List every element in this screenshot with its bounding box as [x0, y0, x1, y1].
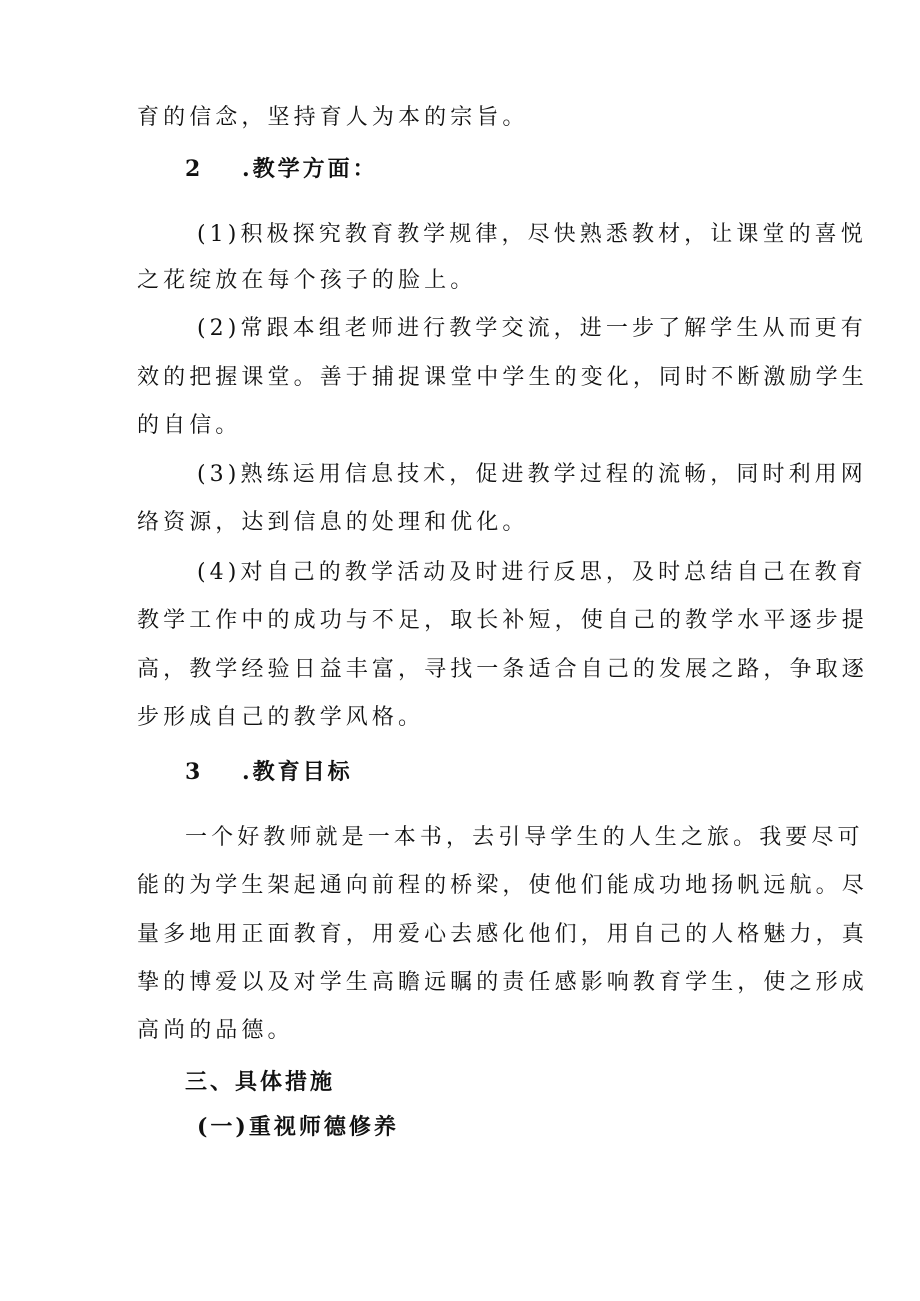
paragraph-line: 育的信念，坚持育人为本的宗旨。 [137, 105, 529, 130]
paragraph-line: 效的把握课堂。善于捕捉课堂中学生的变化，同时不断激励学生 [137, 365, 868, 390]
paragraph-line: (2)常跟本组老师进行教学交流，进一步了解学生从而更有 [197, 316, 867, 341]
paragraph-line: 的自信。 [137, 413, 242, 438]
subsection-heading: (一)重视师德修养 [197, 1114, 399, 1140]
section-title: .教学方面： [242, 156, 378, 182]
paragraph-line: 步形成自己的教学风格。 [137, 705, 425, 730]
part-heading: 三、具体措施 [185, 1069, 336, 1095]
paragraph-line: 量多地用正面教育，用爱心去感化他们，用自己的人格魅力，真 [137, 922, 868, 947]
paragraph-line: 高，教学经验日益丰富，寻找一条适合自己的发展之路，争取逐 [137, 657, 868, 682]
section-number: 2 [185, 156, 201, 182]
paragraph-line: 高尚的品德。 [137, 1018, 294, 1043]
paragraph-line: 挚的博爱以及对学生高瞻远瞩的责任感影响教育学生，使之形成 [137, 970, 868, 995]
paragraph-line: 教学工作中的成功与不足，取长补短，使自己的教学水平逐步提 [137, 608, 868, 633]
paragraph-line: (1)积极探究教育教学规律，尽快熟悉教材，让课堂的喜悦 [197, 222, 867, 247]
section-title: .教育目标 [242, 759, 353, 785]
section-number: 3 [185, 759, 201, 785]
paragraph-line: 能的为学生架起通向前程的桥梁，使他们能成功地扬帆远航。尽 [137, 873, 868, 898]
paragraph-line: (4)对自己的教学活动及时进行反思，及时总结自己在教育 [197, 560, 867, 585]
paragraph-line: 络资源，达到信息的处理和优化。 [137, 510, 529, 535]
paragraph-line: (3)熟练运用信息技术，促进教学过程的流畅，同时利用网 [197, 462, 867, 487]
paragraph-line: 之花绽放在每个孩子的脸上。 [137, 268, 477, 293]
paragraph-line: 一个好教师就是一本书，去引导学生的人生之旅。我要尽可 [185, 825, 864, 850]
